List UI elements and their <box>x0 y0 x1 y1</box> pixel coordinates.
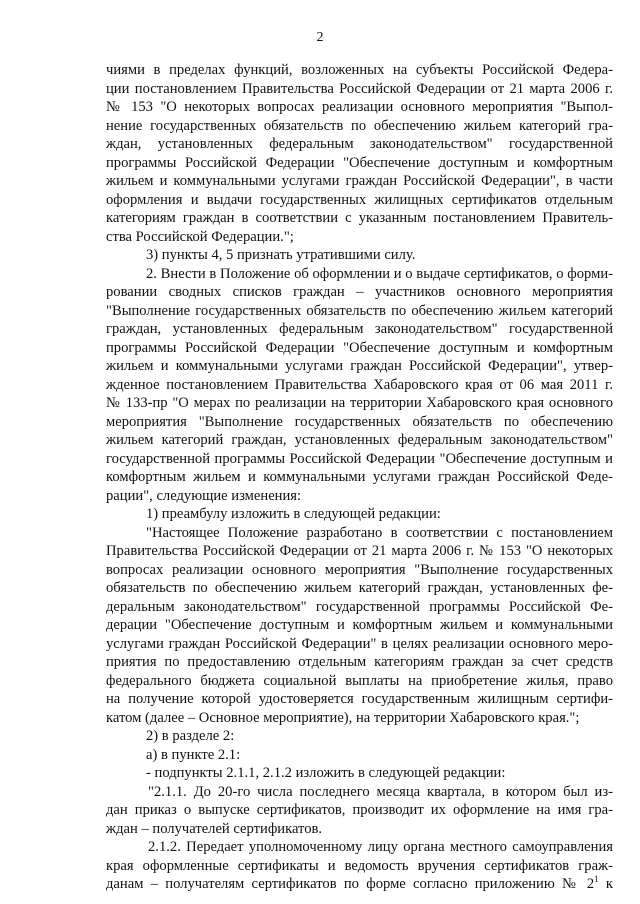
text-line: мероприятия "Выполнение государственных обязательств по обеспечению <box>106 413 613 430</box>
text-line: приятия по предоставлению отдельным категориям граждан за счет средств <box>106 654 613 670</box>
text-line: Правительства Российской Федерации от 21 марта 2006 г. № 153 "О некоторых <box>106 543 613 559</box>
text-line: вопросах реализации основного мероприятия "Выполнение государственных <box>106 561 613 578</box>
text-line-last <box>106 875 613 894</box>
text-segment: данам – получателям сертификатов по форме согласно приложению № 2 <box>106 876 595 892</box>
text-line: услугами граждан Российской Федерации" в целях реализации основного меро- <box>106 635 613 652</box>
paragraph-item-2-1 <box>106 746 613 765</box>
text-line: деральным законодательством" государственной программы Российской Фе- <box>106 598 613 615</box>
text-line: дан приказ о выпуске сертификатов, производит их оформление на имя гра- <box>106 802 613 818</box>
text-line: 2) в разделе 2: <box>146 728 235 744</box>
paragraph-section-2 <box>106 265 613 506</box>
text-line: программы Российской Федерации "Обеспечение доступным и комфортным <box>106 339 613 356</box>
text-line: обязательств по обеспечению жильем категорий граждан, установленных фе- <box>106 580 613 596</box>
text-line: комфортным жильем и коммунальными услугами граждан Российской Феде- <box>106 469 613 485</box>
text-line: жильем категорий граждан, установленных федеральным законодательством" <box>106 432 613 448</box>
text-line: жильем и коммунальными услугами граждан Российской Федерации", в части <box>106 173 613 189</box>
text-line: а) в пункте 2.1: <box>146 746 241 763</box>
paragraph-item-3 <box>106 246 613 265</box>
paragraph-continuation <box>106 61 613 246</box>
text-line: категориям граждан в соответствии с указанным постановлением Правитель- <box>106 210 613 226</box>
text-line: "Настоящее Положение разработано в соответствии с постановлением <box>146 524 613 541</box>
text-line: № 153 "О некоторых вопросах реализации основного мероприятия "Выпол- <box>106 99 613 115</box>
text-line: края оформленные сертификаты и ведомость вручения сертификатов граж- <box>106 857 613 874</box>
text-line: жденное постановлением Правительства Хабаровского края от 06 мая 2011 г. <box>106 376 613 393</box>
text-line: оформления и выдачи государственных жилищных сертификатов отдельным <box>106 191 613 208</box>
text-line: "Выполнение государственных обязательств по обеспечению жильем категорий <box>106 302 613 319</box>
text-line: катом (далее – Основное мероприятие), на территории Хабаровского края."; <box>106 709 580 726</box>
text-line: ства Российской Федерации."; <box>106 228 294 245</box>
paragraph-2-1-1 <box>106 783 613 839</box>
superscript: 1 <box>594 874 599 885</box>
text-line: жильем и коммунальными услугами граждан Российской Федерации", утвер- <box>106 358 613 374</box>
text-line: ции постановлением Правительства Российской Федерации от 21 марта 2006 г. <box>106 80 613 97</box>
text-line: федерального бюджета социальной выплаты на приобретение жилья, право <box>106 672 613 689</box>
text-line: - подпункты 2.1.1, 2.1.2 изложить в следующей редакции: <box>146 765 506 781</box>
paragraph-section-2-heading <box>106 727 613 746</box>
paragraph-preamble-text <box>106 524 613 728</box>
document-body <box>106 61 613 894</box>
text-line: дерации "Обеспечение доступным и комфортным жильем и коммунальными <box>106 617 613 633</box>
text-line: 2.1.2. Передает уполномоченному лицу органа местного самоуправления <box>148 839 613 855</box>
text-line: № 133-пр "О мерах по реализации на территории Хабаровского края основного <box>106 395 613 411</box>
paragraph-subitems-heading <box>106 764 613 783</box>
paragraph-preamble-heading <box>106 505 613 524</box>
text-line: программы Российской Федерации "Обеспечение доступным и комфортным <box>106 154 613 171</box>
paragraph-2-1-2 <box>106 838 613 894</box>
text-line: "2.1.1. До 20-го числа последнего месяца квартала, в котором был из- <box>148 783 613 800</box>
text-line: на получение которой удостоверяется государственным жилищным сертифи- <box>106 691 613 707</box>
text-line: 3) пункты 4, 5 признать утратившими силу. <box>146 247 416 263</box>
text-line: ровании сводных списков граждан – участников основного мероприятия <box>106 284 613 300</box>
text-line: 2. Внести в Положение об оформлении и о выдаче сертификатов, о форми- <box>146 265 613 282</box>
text-line: 1) преамбулу изложить в следующей редакции: <box>146 506 441 522</box>
text-line: ждан, установленных федеральным законодательством" государственной <box>106 136 613 152</box>
page-number: 2 <box>316 30 324 45</box>
text-segment: к <box>598 876 613 892</box>
text-line: чиями в пределах функций, возложенных на субъекты Российской Федера- <box>106 62 613 78</box>
text-line: граждан, установленных федеральным законодательством" государственной <box>106 321 613 337</box>
text-line: нение государственных обязательств по обеспечению жильем категорий гра- <box>106 117 613 134</box>
text-line: ждан – получателей сертификатов. <box>106 820 323 837</box>
text-line: государственной программы Российской Федерации "Обеспечение доступным и <box>106 450 613 467</box>
text-line: рации", следующие изменения: <box>106 487 302 504</box>
